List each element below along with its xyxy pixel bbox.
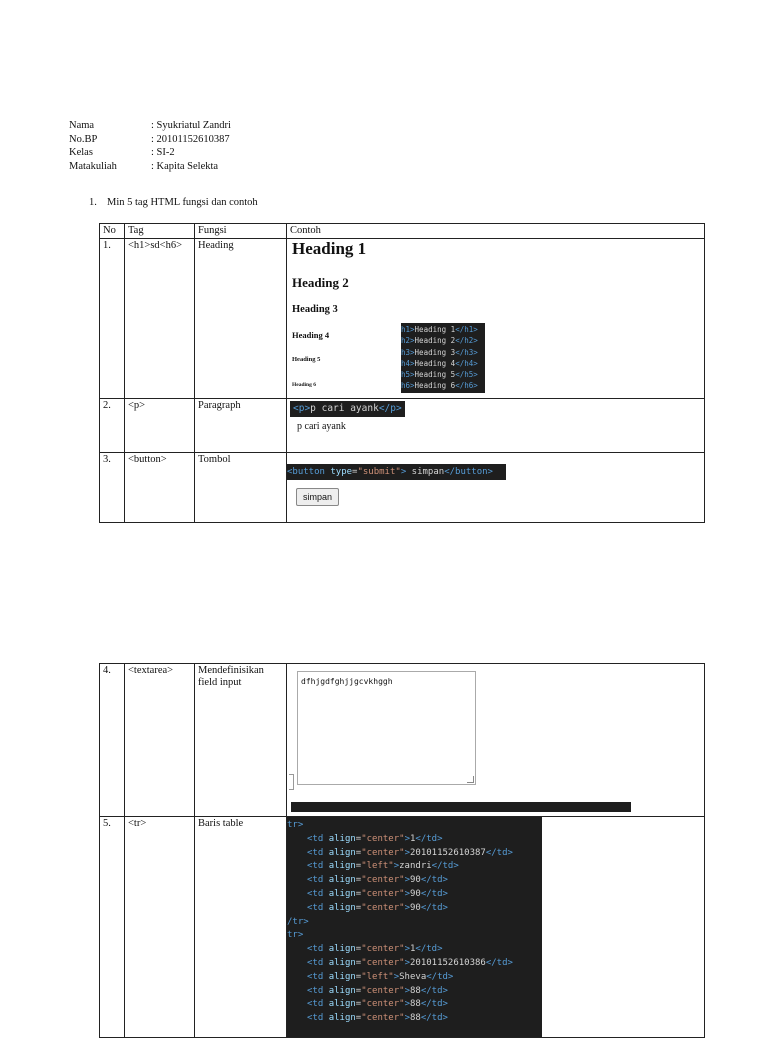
task-heading [89, 197, 258, 208]
code-line: <td align="center">90</td> [307, 888, 448, 899]
header-tag: Tag [125, 224, 195, 239]
paragraph-code: <p>p cari ayank</p> [290, 401, 405, 417]
code-line: h1>Heading 1</h1> [401, 325, 478, 334]
code-line: <td align="center">20101152610386</td> [307, 957, 513, 968]
tr-example [287, 817, 704, 1037]
row-tag: <textarea> [125, 664, 195, 817]
row-no: 2. [100, 399, 125, 453]
row-contoh [287, 239, 705, 399]
heading-2-sample: Heading 2 [292, 275, 349, 290]
textarea-text: dfhjgdfghjjgcvkhggh [301, 677, 393, 686]
info-value: : Syukriatul Zandri [151, 120, 231, 131]
row-no: 3. [100, 453, 125, 523]
row-tag: <p> [125, 399, 195, 453]
scrollbar-fragment [289, 774, 294, 790]
simpan-button[interactable]: simpan [296, 488, 339, 506]
row-tag: <button> [125, 453, 195, 523]
table-row [100, 664, 705, 817]
tag-table-2 [99, 663, 705, 1038]
code-line: <td align="center">88</td> [307, 1013, 448, 1024]
task-text: Min 5 tag HTML fungsi dan contoh [107, 197, 258, 208]
header-contoh: Contoh [287, 224, 705, 239]
code-line: h3>Heading 3</h3> [401, 347, 478, 357]
textarea-code-strip [291, 802, 631, 812]
info-value: : SI-2 [151, 147, 175, 158]
heading-3-sample: Heading 3 [292, 304, 338, 315]
code-line: <td align="center">1</td> [307, 944, 443, 955]
info-label: Nama [69, 120, 95, 131]
info-row-nama [69, 119, 231, 133]
button-example [287, 453, 704, 522]
row-fungsi: Mendefinisikan field input [195, 664, 287, 817]
row-fungsi: Paragraph [195, 399, 287, 453]
code-line: <td align="center">90</td> [307, 902, 448, 913]
row-fungsi: Heading [195, 239, 287, 399]
table-header-row [100, 224, 705, 239]
code-line: <td align="left">zandri</td> [307, 861, 459, 872]
info-label: Kelas [69, 147, 93, 158]
row-no: 5. [100, 817, 125, 1038]
code-line: h5>Heading 5</h5> [401, 370, 478, 380]
code-line: <td align="center">88</td> [307, 999, 448, 1010]
info-value: : Kapita Selekta [151, 160, 219, 172]
info-value: : 20101152610387 [151, 133, 230, 145]
button-code: <button type="submit"> simpan</button> [287, 464, 506, 480]
row-contoh [287, 664, 705, 817]
info-label: No.BP [69, 133, 98, 145]
info-row-nobp [69, 133, 231, 147]
code-line: h2>Heading 2</h2> [401, 336, 478, 346]
student-info [69, 119, 231, 173]
resize-grip-icon[interactable] [467, 776, 474, 783]
row-contoh [287, 817, 705, 1038]
row-tag: <tr> [125, 817, 195, 1038]
heading-1-sample: Heading 1 [292, 239, 367, 258]
tr-code-block [287, 817, 542, 1037]
info-label: Matakuliah [69, 160, 117, 172]
heading-example [287, 239, 704, 398]
info-row-matakuliah [69, 160, 231, 174]
code-line: <td align="center">1</td> [307, 833, 443, 844]
code-line: <td align="center">90</td> [307, 875, 448, 886]
task-number: 1. [89, 197, 97, 208]
tag-table-1 [99, 223, 705, 523]
code-line: tr> [287, 820, 304, 830]
row-fungsi: Tombol [195, 453, 287, 523]
code-line: <td align="center">20101152610387</td> [307, 847, 513, 858]
header-fungsi: Fungsi [195, 224, 287, 239]
info-row-kelas [69, 146, 231, 160]
table-row [100, 399, 705, 453]
row-no: 4. [100, 664, 125, 817]
row-fungsi: Baris table [195, 817, 287, 1038]
code-line: <td align="left">Sheva</td> [307, 971, 454, 982]
table-row [100, 453, 705, 523]
row-contoh [287, 453, 705, 523]
sample-textarea[interactable] [297, 671, 476, 785]
code-line: h6>Heading 6</h6> [401, 381, 478, 391]
row-contoh [287, 399, 705, 453]
row-tag: <h1>sd<h6> [125, 239, 195, 399]
table-row [100, 817, 705, 1038]
paragraph-output: p cari ayank [297, 421, 346, 432]
header-no: No [100, 224, 125, 239]
paragraph-example [287, 399, 704, 452]
heading-code-block [401, 323, 485, 393]
code-line: h4>Heading 4</h4> [401, 358, 478, 368]
code-line: <td align="center">88</td> [307, 985, 448, 996]
heading-4-sample: Heading 4 [292, 330, 330, 340]
table-row [100, 239, 705, 399]
code-line: tr> [287, 930, 304, 941]
textarea-example [287, 664, 704, 816]
row-no: 1. [100, 239, 125, 399]
code-line: /tr> [287, 916, 309, 927]
heading-6-sample: Heading 6 [292, 382, 316, 388]
heading-5-sample: Heading 5 [292, 356, 321, 363]
